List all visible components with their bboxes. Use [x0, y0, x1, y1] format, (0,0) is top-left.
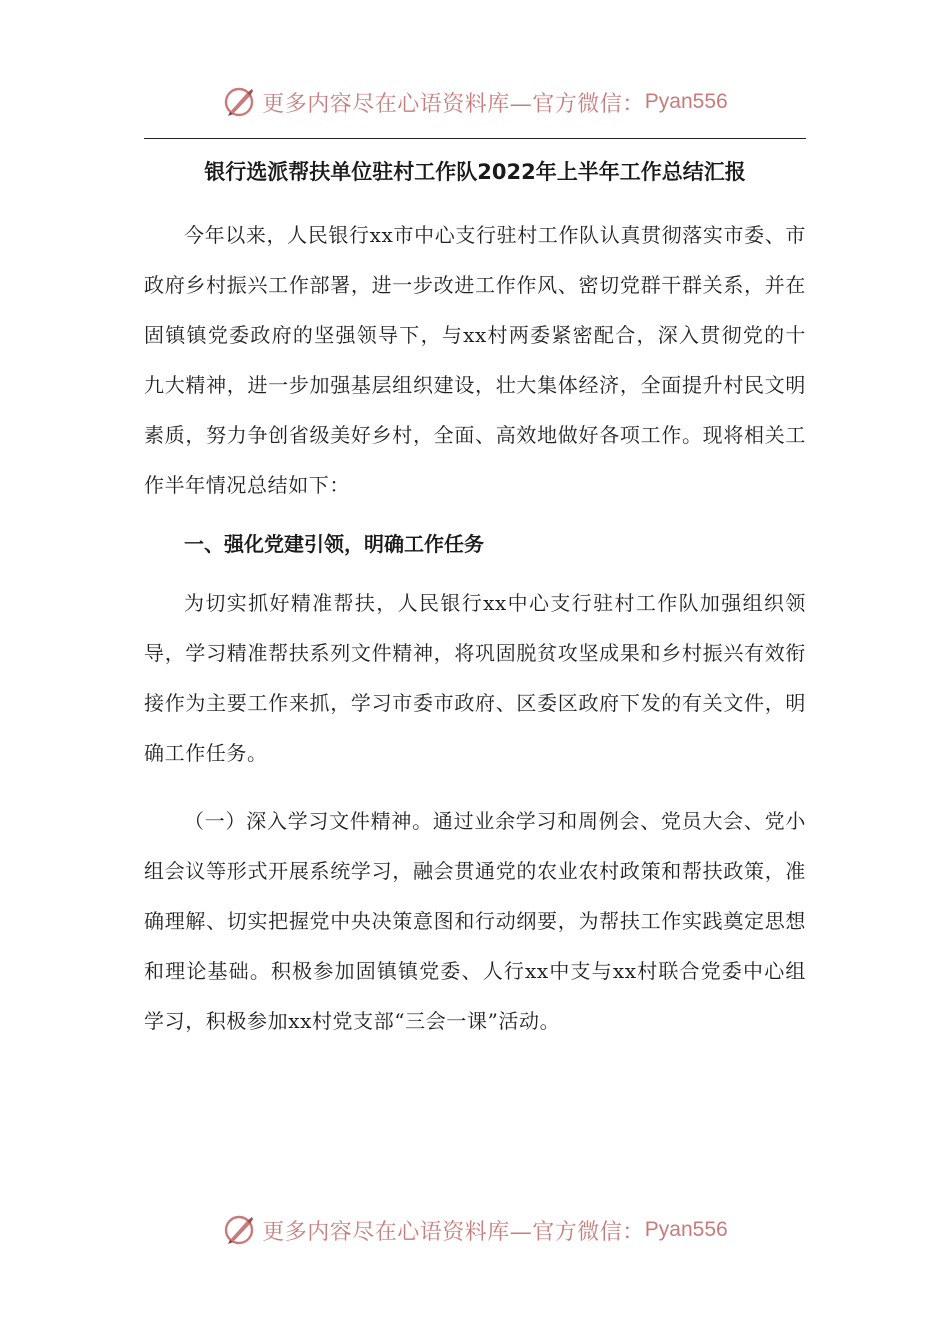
pen-logo-icon — [222, 1213, 256, 1247]
footer-banner — [0, 1208, 950, 1252]
intro-paragraph: 今年以来，人民银行xx市中心支行驻村工作队认真贯彻落实市委、市政府乡村振兴工作部署，进一步改进工作作风、密切党群干群关系，并在固镇镇党委政府的坚强领导下，与xx村两委紧密配合，深入贯彻党的十九大精神，进一步加强基层组织建设，壮大集体经济，全面提升村民文明素质，努力争创省级美好乡村，全面、高效地做好各项工作。现将相关工作半年情况总结如下： — [144, 223, 806, 497]
header-banner-text: 更多内容尽在心语资料库—官方微信： — [262, 91, 645, 117]
subsection-paragraph: （一）深入学习文件精神。通过业余学习和周例会、党员大会、党小组会议等形式开展系统学习，融会贯通党的农业农村政策和帮扶政策，准确理解、切实把握党中央决策意图和行动纲要，为帮扶工作实践奠定思想和理论基础。积极参加固镇镇党委、人行xx中支与xx村联合党委中心组学习，积极参加xx村党支部“三会一课”活动。 — [144, 809, 806, 1033]
footer-banner-text: 更多内容尽在心语资料库—官方微信： — [262, 1219, 645, 1245]
header-banner-contact: Pyan556 — [644, 90, 728, 113]
document-title: 银行选派帮扶单位驻村工作队2022年上半年工作总结汇报 — [204, 160, 746, 184]
section-paragraph: 为切实抓好精准帮扶，人民银行xx中心支行驻村工作队加强组织领导，学习精准帮扶系列文件精神，将巩固脱贫攻坚成果和乡村振兴有效衔接作为主要工作来抓，学习市委市政府、区委区政府下发的有关文件，明确工作任务。 — [144, 591, 806, 765]
footer-banner-contact: Pyan556 — [644, 1218, 728, 1241]
header-banner — [0, 80, 950, 124]
section-heading: 一、强化党建引领，明确工作任务 — [184, 532, 484, 556]
pen-logo-icon — [222, 85, 256, 119]
header-rule — [144, 138, 806, 139]
paragraph-gap — [144, 778, 806, 796]
document-body — [144, 210, 806, 1046]
